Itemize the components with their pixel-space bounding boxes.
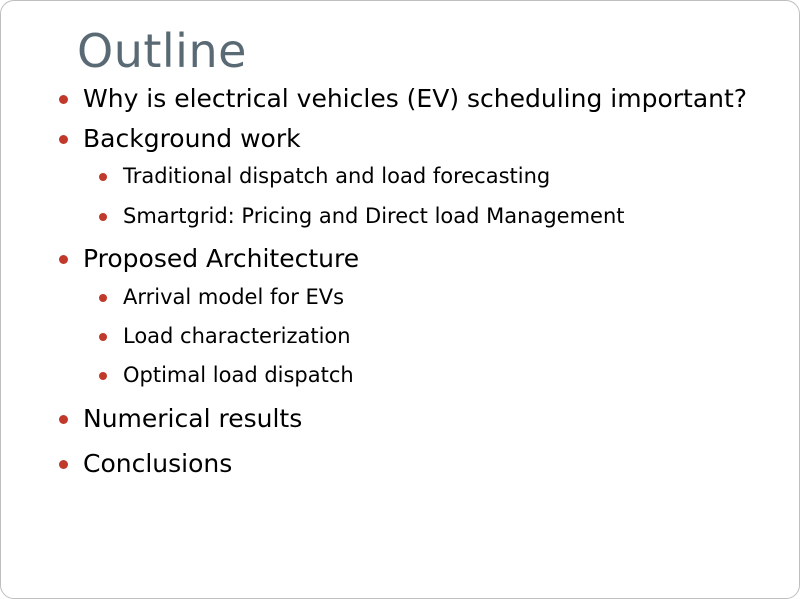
list-item: [83, 283, 759, 312]
outline-sublist: [83, 162, 759, 231]
list-item: [45, 121, 759, 231]
slide-content: [1, 1, 799, 482]
list-item: [83, 162, 759, 191]
list-item: [83, 322, 759, 351]
list-item: [45, 446, 759, 482]
outline-subitem-label: Smartgrid: Pricing and Direct load Management: [123, 203, 625, 228]
outline-item-label: Conclusions: [83, 449, 233, 479]
outline-subitem-label: Optimal load dispatch: [123, 363, 354, 388]
list-item: [45, 241, 759, 391]
list-item: [83, 361, 759, 390]
outline-item-label: Background work: [83, 123, 301, 153]
outline-subitem-label: Arrival model for EVs: [123, 284, 345, 309]
list-item: [45, 81, 759, 117]
outline-subitem-label: Load characterization: [123, 323, 351, 348]
list-item: [45, 401, 759, 437]
outline-list: [41, 81, 759, 481]
page-title: Outline: [77, 24, 247, 78]
outline-subitem-label: Traditional dispatch and load forecasting: [123, 164, 551, 189]
outline-item-label: Proposed Architecture: [83, 244, 360, 274]
outline-item-label: Numerical results: [83, 403, 303, 433]
list-item: [83, 202, 759, 231]
outline-item-label: Why is electrical vehicles (EV) scheduling important?: [83, 84, 748, 114]
outline-sublist: [83, 283, 759, 391]
